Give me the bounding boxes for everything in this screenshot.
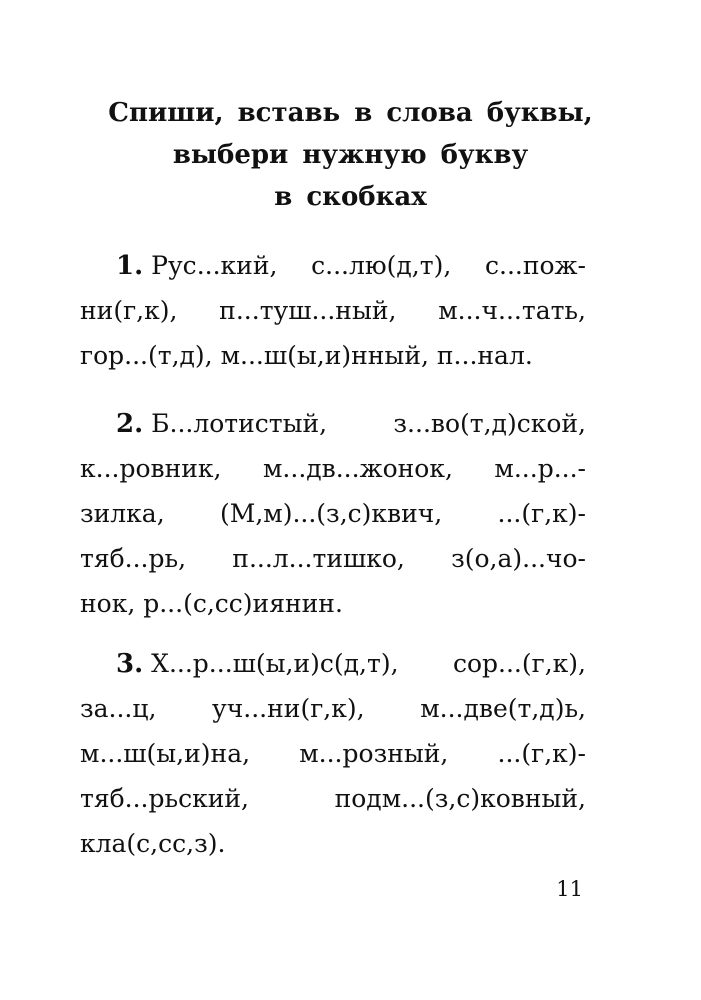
exercise-line	[80, 641, 586, 686]
exercise-line: кла(с,сс,з).	[80, 829, 226, 858]
exercise-text: Х...р...ш(ы,и)с(д,т), сор...(г,к),	[151, 649, 586, 678]
heading-line: выбери нужную букву	[172, 140, 529, 170]
exercise-2	[80, 401, 586, 626]
heading-line: в скобках	[274, 182, 427, 212]
exercise-line: тяб...рь, п...л...тишко, з(о,а)...чо-	[80, 544, 586, 573]
exercise-line: гор...(т,д), м...ш(ы,и)нный, п...нал.	[80, 341, 533, 370]
exercise-line: зилка, (М,м)...(з,с)квич, ...(г,к)-	[80, 499, 586, 528]
exercise-line: к...ровник, м...дв...жонок, м...р...-	[80, 454, 586, 483]
exercise-3	[80, 641, 586, 866]
exercise-heading	[0, 92, 701, 218]
exercise-line	[80, 401, 586, 446]
exercise-number: 2.	[116, 409, 144, 439]
exercise-line: м...ш(ы,и)на, м...розный, ...(г,к)-	[80, 739, 586, 768]
exercise-1	[80, 243, 586, 378]
exercise-number: 3.	[116, 649, 144, 679]
exercise-text: Б...лотистый, з...во(т,д)ской,	[151, 409, 586, 438]
exercise-line	[80, 243, 586, 288]
exercise-line: за...ц, уч...ни(г,к), м...две(т,д)ь,	[80, 694, 586, 723]
exercise-line: тяб...рьский, подм...(з,с)ковный,	[80, 784, 586, 813]
exercise-line: ни(г,к), п...туш...ный, м...ч...тать,	[80, 296, 586, 325]
exercise-text: Рус...кий, с...лю(д,т), с...пож-	[151, 251, 586, 280]
page-number: 11	[556, 877, 583, 901]
heading-line: Спиши, вставь в слова буквы,	[108, 98, 593, 128]
exercise-number: 1.	[116, 251, 144, 281]
exercise-line: нок, р...(с,сс)иянин.	[80, 589, 343, 618]
